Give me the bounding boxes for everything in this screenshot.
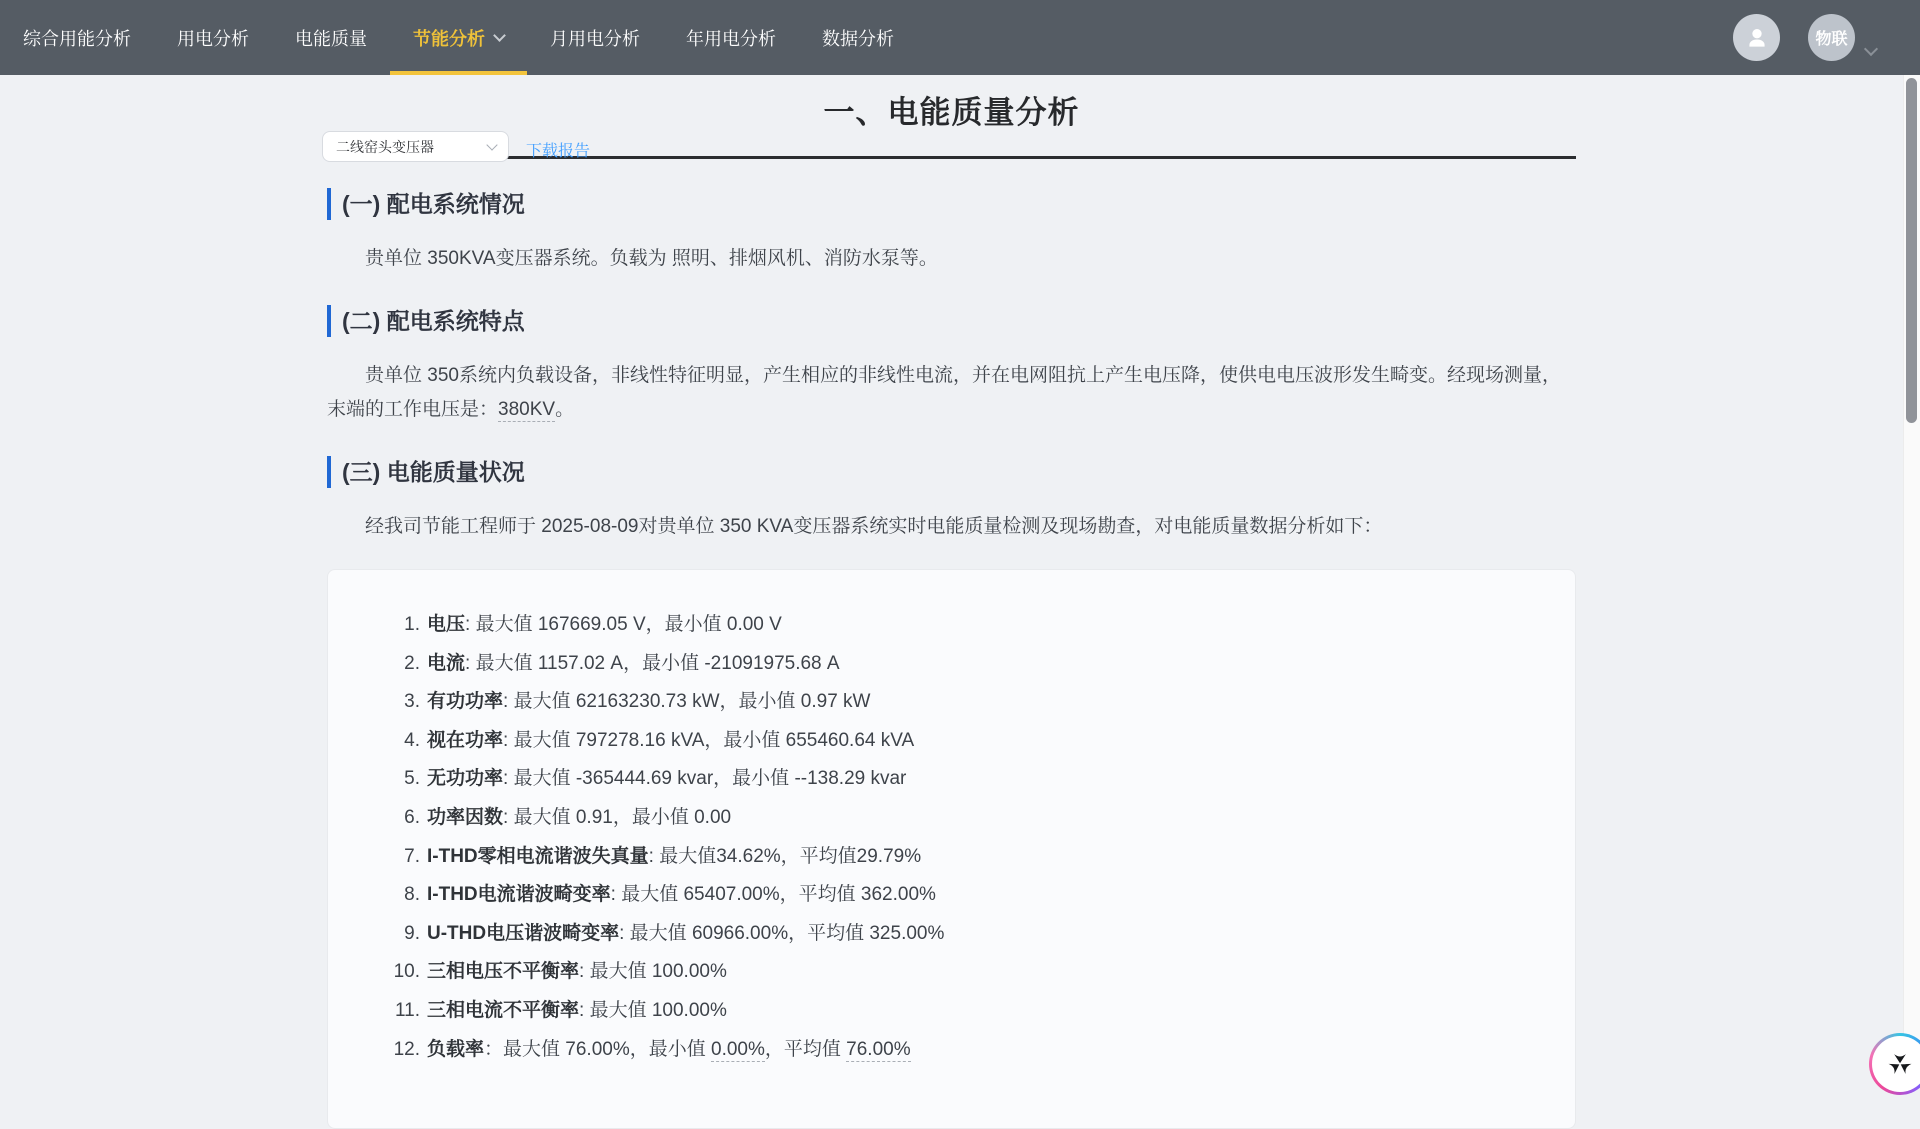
page-title: 一、电能质量分析 — [823, 95, 1080, 130]
section-paragraph — [327, 359, 1576, 427]
load-rate-avg-value[interactable]: 76.00% — [846, 1038, 911, 1060]
section-heading-power-quality-status: (三) 电能质量状况 — [327, 456, 1576, 488]
top-nav-bar — [0, 0, 1920, 75]
tri-blade-logo-icon — [1884, 1048, 1916, 1080]
nav-item-label: 节能分析 — [413, 28, 485, 49]
load-rate-min-value[interactable]: 0.00% — [711, 1038, 765, 1060]
nav-item-label: 年用电分析 — [686, 28, 776, 49]
metric-load-rate: 负载率：最大值 76.00%，最小值 0.00%，平均值 76.00% — [427, 1038, 911, 1060]
page-scrollbar-track[interactable] — [1903, 75, 1920, 1080]
metric-uthd-voltage: U-THD电压谐波畸变率: 最大值 60966.00%，平均值 325.00% — [427, 922, 945, 944]
transformer-select[interactable] — [322, 131, 509, 162]
metric-voltage-unbalance: 三相电压不平衡率: 最大值 100.00% — [427, 961, 727, 983]
nav-item-label: 用电分析 — [177, 28, 249, 49]
nav-item-yearly-power[interactable] — [663, 0, 799, 75]
page-scrollbar-thumb[interactable] — [1906, 78, 1917, 423]
metric-reactive-power: 无功功率: 最大值 -365444.69 kvar，最小值 --138.29 kvar — [427, 768, 907, 790]
section-heading-distribution-features: (二) 配电系统特点 — [327, 305, 1576, 337]
nav-item-power-quality[interactable] — [272, 0, 390, 75]
section-paragraph: 经我司节能工程师于 2025-08-09对贵单位 350 KVA变压器系统实时电能质量检测及现场勘查，对电能质量数据分析如下： — [365, 516, 1383, 537]
metric-power-factor: 功率因数: 最大值 0.91，最小值 0.00 — [427, 806, 732, 828]
nav-item-monthly-power[interactable] — [527, 0, 663, 75]
voltage-value[interactable]: 380KV — [498, 399, 556, 420]
nav-item-data-analysis[interactable] — [799, 0, 917, 75]
brand-widget-button[interactable] — [1869, 1033, 1920, 1095]
metric-current-unbalance: 三相电流不平衡率: 最大值 100.00% — [427, 999, 727, 1021]
user-icon — [1744, 25, 1770, 51]
report-container — [327, 75, 1576, 1129]
metric-active-power: 有功功率: 最大值 62163230.73 kW，最小值 0.97 kW — [427, 691, 871, 713]
nav-item-label: 月用电分析 — [550, 28, 640, 49]
section-heading-distribution-overview: (一) 配电系统情况 — [327, 188, 1576, 220]
nav-item-energy-saving-analysis[interactable] — [390, 0, 527, 75]
report-header — [327, 75, 1576, 159]
nav-item-power-analysis[interactable] — [154, 0, 272, 75]
metrics-card — [327, 569, 1576, 1129]
paragraph-text: 贵单位 350系统内负载设备，非线性特征明显，产生相应的非线性电流，并在电网阻抗上产生电压降，使供电电压波形发生畸变。经现场测量，末端的工作电压是： — [327, 365, 1561, 420]
chevron-down-icon — [493, 29, 506, 42]
metric-apparent-power: 视在功率: 最大值 797278.16 kVA，最小值 655460.64 kVA — [427, 729, 915, 751]
transformer-select-value: 二线窑头变压器 — [336, 138, 434, 155]
brand-logo-circle — [1872, 1036, 1920, 1092]
org-badge-label: 物联 — [1815, 31, 1848, 48]
paragraph-text: 。 — [555, 399, 575, 420]
nav-item-label: 电能质量 — [295, 28, 367, 49]
metric-ithd-zero-phase: I-THD零相电流谐波失真量: 最大值34.62%，平均值29.79% — [427, 845, 922, 867]
user-avatar[interactable] — [1733, 14, 1780, 61]
nav-item-label: 综合用能分析 — [23, 28, 131, 49]
download-report-link[interactable]: 下载报告 — [526, 143, 591, 160]
chevron-down-icon — [486, 139, 497, 150]
metric-current: 电流: 最大值 1157.02 A，最小值 -21091975.68 A — [427, 652, 840, 674]
section-paragraph: 贵单位 350KVA变压器系统。负载为 照明、排烟风机、消防水泵等。 — [365, 248, 938, 269]
metrics-list — [386, 606, 1535, 1069]
org-badge[interactable] — [1808, 14, 1855, 61]
nav-item-label: 数据分析 — [822, 28, 894, 49]
metric-voltage: 电压: 最大值 167669.05 V，最小值 0.00 V — [427, 614, 782, 635]
nav-item-comprehensive-energy[interactable] — [0, 0, 154, 75]
metric-ithd-current: I-THD电流谐波畸变率: 最大值 65407.00%，平均值 362.00% — [427, 884, 936, 906]
